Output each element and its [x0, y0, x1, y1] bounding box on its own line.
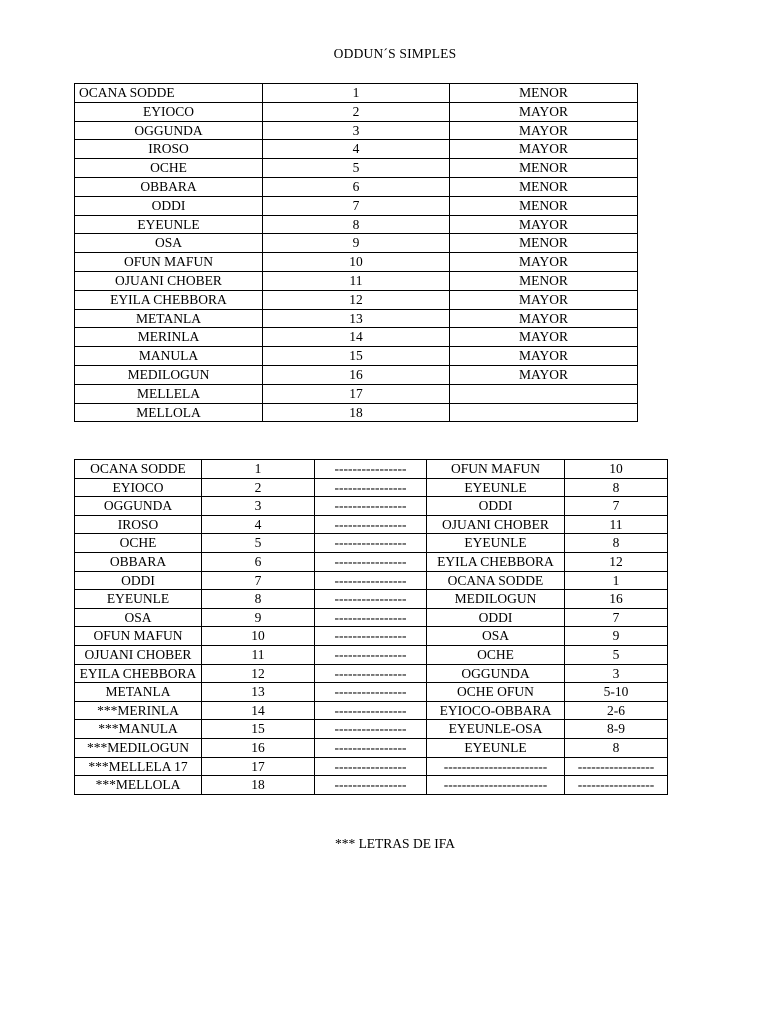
oddun-number-cell: 18	[202, 776, 315, 795]
paired-number-cell: 10	[565, 460, 668, 479]
table-row	[75, 159, 638, 178]
paired-number-cell: 8	[565, 478, 668, 497]
paired-number-cell: 8	[565, 738, 668, 757]
paired-number-cell: 2-6	[565, 701, 668, 720]
table-row	[75, 309, 638, 328]
oddun-number-cell: 10	[202, 627, 315, 646]
separator-cell: ----------------	[315, 478, 427, 497]
paired-oddun-cell: ODDI	[427, 497, 565, 516]
oddun-name-cell: OFUN MAFUN	[75, 627, 202, 646]
oddun-name-cell: ODDI	[75, 571, 202, 590]
paired-oddun-cell: ODDI	[427, 608, 565, 627]
oddun-name-cell: ***MELLOLA	[75, 776, 202, 795]
oddun-number-cell: 13	[202, 683, 315, 702]
separator-cell: ----------------	[315, 757, 427, 776]
table-row	[75, 664, 668, 683]
oddun-number-cell: 11	[202, 645, 315, 664]
table-row	[75, 552, 668, 571]
table-row	[75, 534, 668, 553]
paired-number-cell: 1	[565, 571, 668, 590]
oddun-number-cell: 17	[263, 384, 450, 403]
oddun-rank-cell: MAYOR	[450, 365, 638, 384]
table-row	[75, 571, 668, 590]
table-row	[75, 347, 638, 366]
separator-cell: ----------------	[315, 515, 427, 534]
oddun-name-cell: MELLELA	[75, 384, 263, 403]
oddun-number-cell: 7	[202, 571, 315, 590]
oddun-number-cell: 4	[263, 140, 450, 159]
oddun-name-cell: ***MELLELA 17	[75, 757, 202, 776]
separator-cell: ----------------	[315, 497, 427, 516]
oddun-number-cell: 5	[263, 159, 450, 178]
paired-oddun-cell: MEDILOGUN	[427, 590, 565, 609]
oddun-number-cell: 6	[263, 177, 450, 196]
paired-oddun-cell: OCANA SODDE	[427, 571, 565, 590]
paired-oddun-cell: EYEUNLE-OSA	[427, 720, 565, 739]
paired-number-cell: 8	[565, 534, 668, 553]
footnote: *** LETRAS DE IFA	[334, 836, 456, 851]
table-row	[75, 234, 638, 253]
separator-cell: ----------------	[315, 683, 427, 702]
oddun-name-cell: ***MEDILOGUN	[75, 738, 202, 757]
table-row	[75, 683, 668, 702]
table-row	[75, 84, 638, 103]
separator-cell: ----------------	[315, 738, 427, 757]
oddun-rank-cell: MENOR	[450, 84, 638, 103]
oddun-name-cell: EYIOCO	[75, 102, 263, 121]
table-row	[75, 701, 668, 720]
oddun-name-cell: OSA	[75, 608, 202, 627]
paired-oddun-cell: OJUANI CHOBER	[427, 515, 565, 534]
paired-oddun-cell: EYIOCO-OBBARA	[427, 701, 565, 720]
oddun-name-cell: OJUANI CHOBER	[75, 271, 263, 290]
separator-cell: ----------------	[315, 534, 427, 553]
oddun-number-cell: 17	[202, 757, 315, 776]
paired-number-cell: 7	[565, 497, 668, 516]
page-title: ODDUN´S SIMPLES	[333, 46, 457, 61]
oddun-rank-cell: MENOR	[450, 271, 638, 290]
paired-oddun-cell: OCHE OFUN	[427, 683, 565, 702]
table-row	[75, 590, 668, 609]
separator-cell: ----------------	[315, 701, 427, 720]
oddun-name-cell: OBBARA	[75, 177, 263, 196]
oddun-name-cell: OSA	[75, 234, 263, 253]
paired-oddun-cell: OFUN MAFUN	[427, 460, 565, 479]
oddun-number-cell: 6	[202, 552, 315, 571]
paired-oddun-cell: EYEUNLE	[427, 738, 565, 757]
oddun-number-cell: 1	[202, 460, 315, 479]
oddun-rank-cell	[450, 403, 638, 422]
paired-number-cell: 16	[565, 590, 668, 609]
oddun-number-cell: 8	[202, 590, 315, 609]
paired-number-cell: 7	[565, 608, 668, 627]
table-row	[75, 645, 668, 664]
separator-cell: ----------------	[315, 571, 427, 590]
oddun-name-cell: EYIOCO	[75, 478, 202, 497]
oddun-rank-cell: MENOR	[450, 177, 638, 196]
oddun-name-cell: METANLA	[75, 683, 202, 702]
oddun-number-cell: 14	[202, 701, 315, 720]
oddun-name-cell: IROSO	[75, 515, 202, 534]
separator-cell: ----------------	[315, 460, 427, 479]
paired-number-cell: 3	[565, 664, 668, 683]
oddun-name-cell: OGGUNDA	[75, 121, 263, 140]
oddun-number-cell: 2	[263, 102, 450, 121]
oddun-number-cell: 15	[263, 347, 450, 366]
oddun-number-cell: 14	[263, 328, 450, 347]
table-row	[75, 328, 638, 347]
table-row	[75, 776, 668, 795]
table-row	[75, 627, 668, 646]
oddun-pairs-table	[74, 459, 668, 795]
oddun-number-cell: 13	[263, 309, 450, 328]
oddun-rank-cell: MAYOR	[450, 140, 638, 159]
table-row	[75, 757, 668, 776]
separator-cell: ----------------	[315, 664, 427, 683]
separator-cell: ----------------	[315, 608, 427, 627]
table-row	[75, 215, 638, 234]
oddun-rank-cell: MAYOR	[450, 290, 638, 309]
oddun-name-cell: MELLOLA	[75, 403, 263, 422]
oddun-name-cell: MEDILOGUN	[75, 365, 263, 384]
oddun-number-cell: 15	[202, 720, 315, 739]
oddun-number-cell: 5	[202, 534, 315, 553]
oddun-rank-cell: MENOR	[450, 234, 638, 253]
oddun-name-cell: IROSO	[75, 140, 263, 159]
oddun-name-cell: EYEUNLE	[75, 590, 202, 609]
oddun-number-cell: 7	[263, 196, 450, 215]
oddun-number-cell: 1	[263, 84, 450, 103]
oddun-rank-cell: MAYOR	[450, 215, 638, 234]
paired-oddun-cell: -----------------------	[427, 757, 565, 776]
oddun-name-cell: ***MANULA	[75, 720, 202, 739]
paired-number-cell: 5	[565, 645, 668, 664]
paired-number-cell: 5-10	[565, 683, 668, 702]
table-row	[75, 738, 668, 757]
oddun-rank-cell: MAYOR	[450, 253, 638, 272]
oddun-number-cell: 9	[202, 608, 315, 627]
paired-number-cell: 8-9	[565, 720, 668, 739]
oddun-name-cell: OFUN MAFUN	[75, 253, 263, 272]
table-row	[75, 720, 668, 739]
oddun-rank-cell	[450, 384, 638, 403]
oddun-name-cell: OCHE	[75, 159, 263, 178]
oddun-name-cell: OCANA SODDE	[75, 84, 263, 103]
separator-cell: ----------------	[315, 552, 427, 571]
oddun-rank-cell: MENOR	[450, 196, 638, 215]
oddun-number-cell: 2	[202, 478, 315, 497]
table-row	[75, 121, 638, 140]
table-row	[75, 102, 638, 121]
oddun-name-cell: MANULA	[75, 347, 263, 366]
oddun-name-cell: OJUANI CHOBER	[75, 645, 202, 664]
separator-cell: ----------------	[315, 645, 427, 664]
table-row	[75, 460, 668, 479]
paired-number-cell: -----------------	[565, 776, 668, 795]
oddun-rank-cell: MAYOR	[450, 328, 638, 347]
oddun-number-cell: 12	[202, 664, 315, 683]
paired-oddun-cell: EYILA CHEBBORA	[427, 552, 565, 571]
oddun-name-cell: EYILA CHEBBORA	[75, 664, 202, 683]
oddun-name-cell: OGGUNDA	[75, 497, 202, 516]
oddun-number-cell: 16	[202, 738, 315, 757]
oddun-number-cell: 8	[263, 215, 450, 234]
paired-oddun-cell: OSA	[427, 627, 565, 646]
table-row	[75, 177, 638, 196]
table-row	[75, 497, 668, 516]
oddun-number-cell: 16	[263, 365, 450, 384]
paired-oddun-cell: OGGUNDA	[427, 664, 565, 683]
paired-oddun-cell: -----------------------	[427, 776, 565, 795]
table-row	[75, 515, 668, 534]
oddun-rank-cell: MAYOR	[450, 347, 638, 366]
paired-number-cell: 12	[565, 552, 668, 571]
oddun-name-cell: ODDI	[75, 196, 263, 215]
table-row	[75, 384, 638, 403]
oddun-name-cell: METANLA	[75, 309, 263, 328]
oddun-name-cell: ***MERINLA	[75, 701, 202, 720]
paired-number-cell: 11	[565, 515, 668, 534]
oddun-rank-cell: MAYOR	[450, 121, 638, 140]
oddun-rank-cell: MAYOR	[450, 102, 638, 121]
table-row	[75, 271, 638, 290]
separator-cell: ----------------	[315, 776, 427, 795]
oddun-simples-table	[74, 83, 638, 422]
oddun-number-cell: 4	[202, 515, 315, 534]
oddun-name-cell: MERINLA	[75, 328, 263, 347]
table-row	[75, 290, 638, 309]
table-row	[75, 608, 668, 627]
oddun-number-cell: 11	[263, 271, 450, 290]
table-row	[75, 478, 668, 497]
table-row	[75, 196, 638, 215]
paired-number-cell: 9	[565, 627, 668, 646]
separator-cell: ----------------	[315, 590, 427, 609]
oddun-rank-cell: MAYOR	[450, 309, 638, 328]
paired-oddun-cell: OCHE	[427, 645, 565, 664]
oddun-name-cell: EYEUNLE	[75, 215, 263, 234]
table-row	[75, 253, 638, 272]
oddun-rank-cell: MENOR	[450, 159, 638, 178]
oddun-number-cell: 3	[202, 497, 315, 516]
separator-cell: ----------------	[315, 720, 427, 739]
oddun-name-cell: EYILA CHEBBORA	[75, 290, 263, 309]
table-row	[75, 403, 638, 422]
oddun-number-cell: 12	[263, 290, 450, 309]
oddun-number-cell: 18	[263, 403, 450, 422]
paired-oddun-cell: EYEUNLE	[427, 478, 565, 497]
oddun-name-cell: OCHE	[75, 534, 202, 553]
oddun-number-cell: 10	[263, 253, 450, 272]
paired-oddun-cell: EYEUNLE	[427, 534, 565, 553]
table-row	[75, 365, 638, 384]
separator-cell: ----------------	[315, 627, 427, 646]
oddun-name-cell: OBBARA	[75, 552, 202, 571]
paired-number-cell: -----------------	[565, 757, 668, 776]
oddun-name-cell: OCANA SODDE	[75, 460, 202, 479]
table-row	[75, 140, 638, 159]
oddun-number-cell: 3	[263, 121, 450, 140]
oddun-number-cell: 9	[263, 234, 450, 253]
